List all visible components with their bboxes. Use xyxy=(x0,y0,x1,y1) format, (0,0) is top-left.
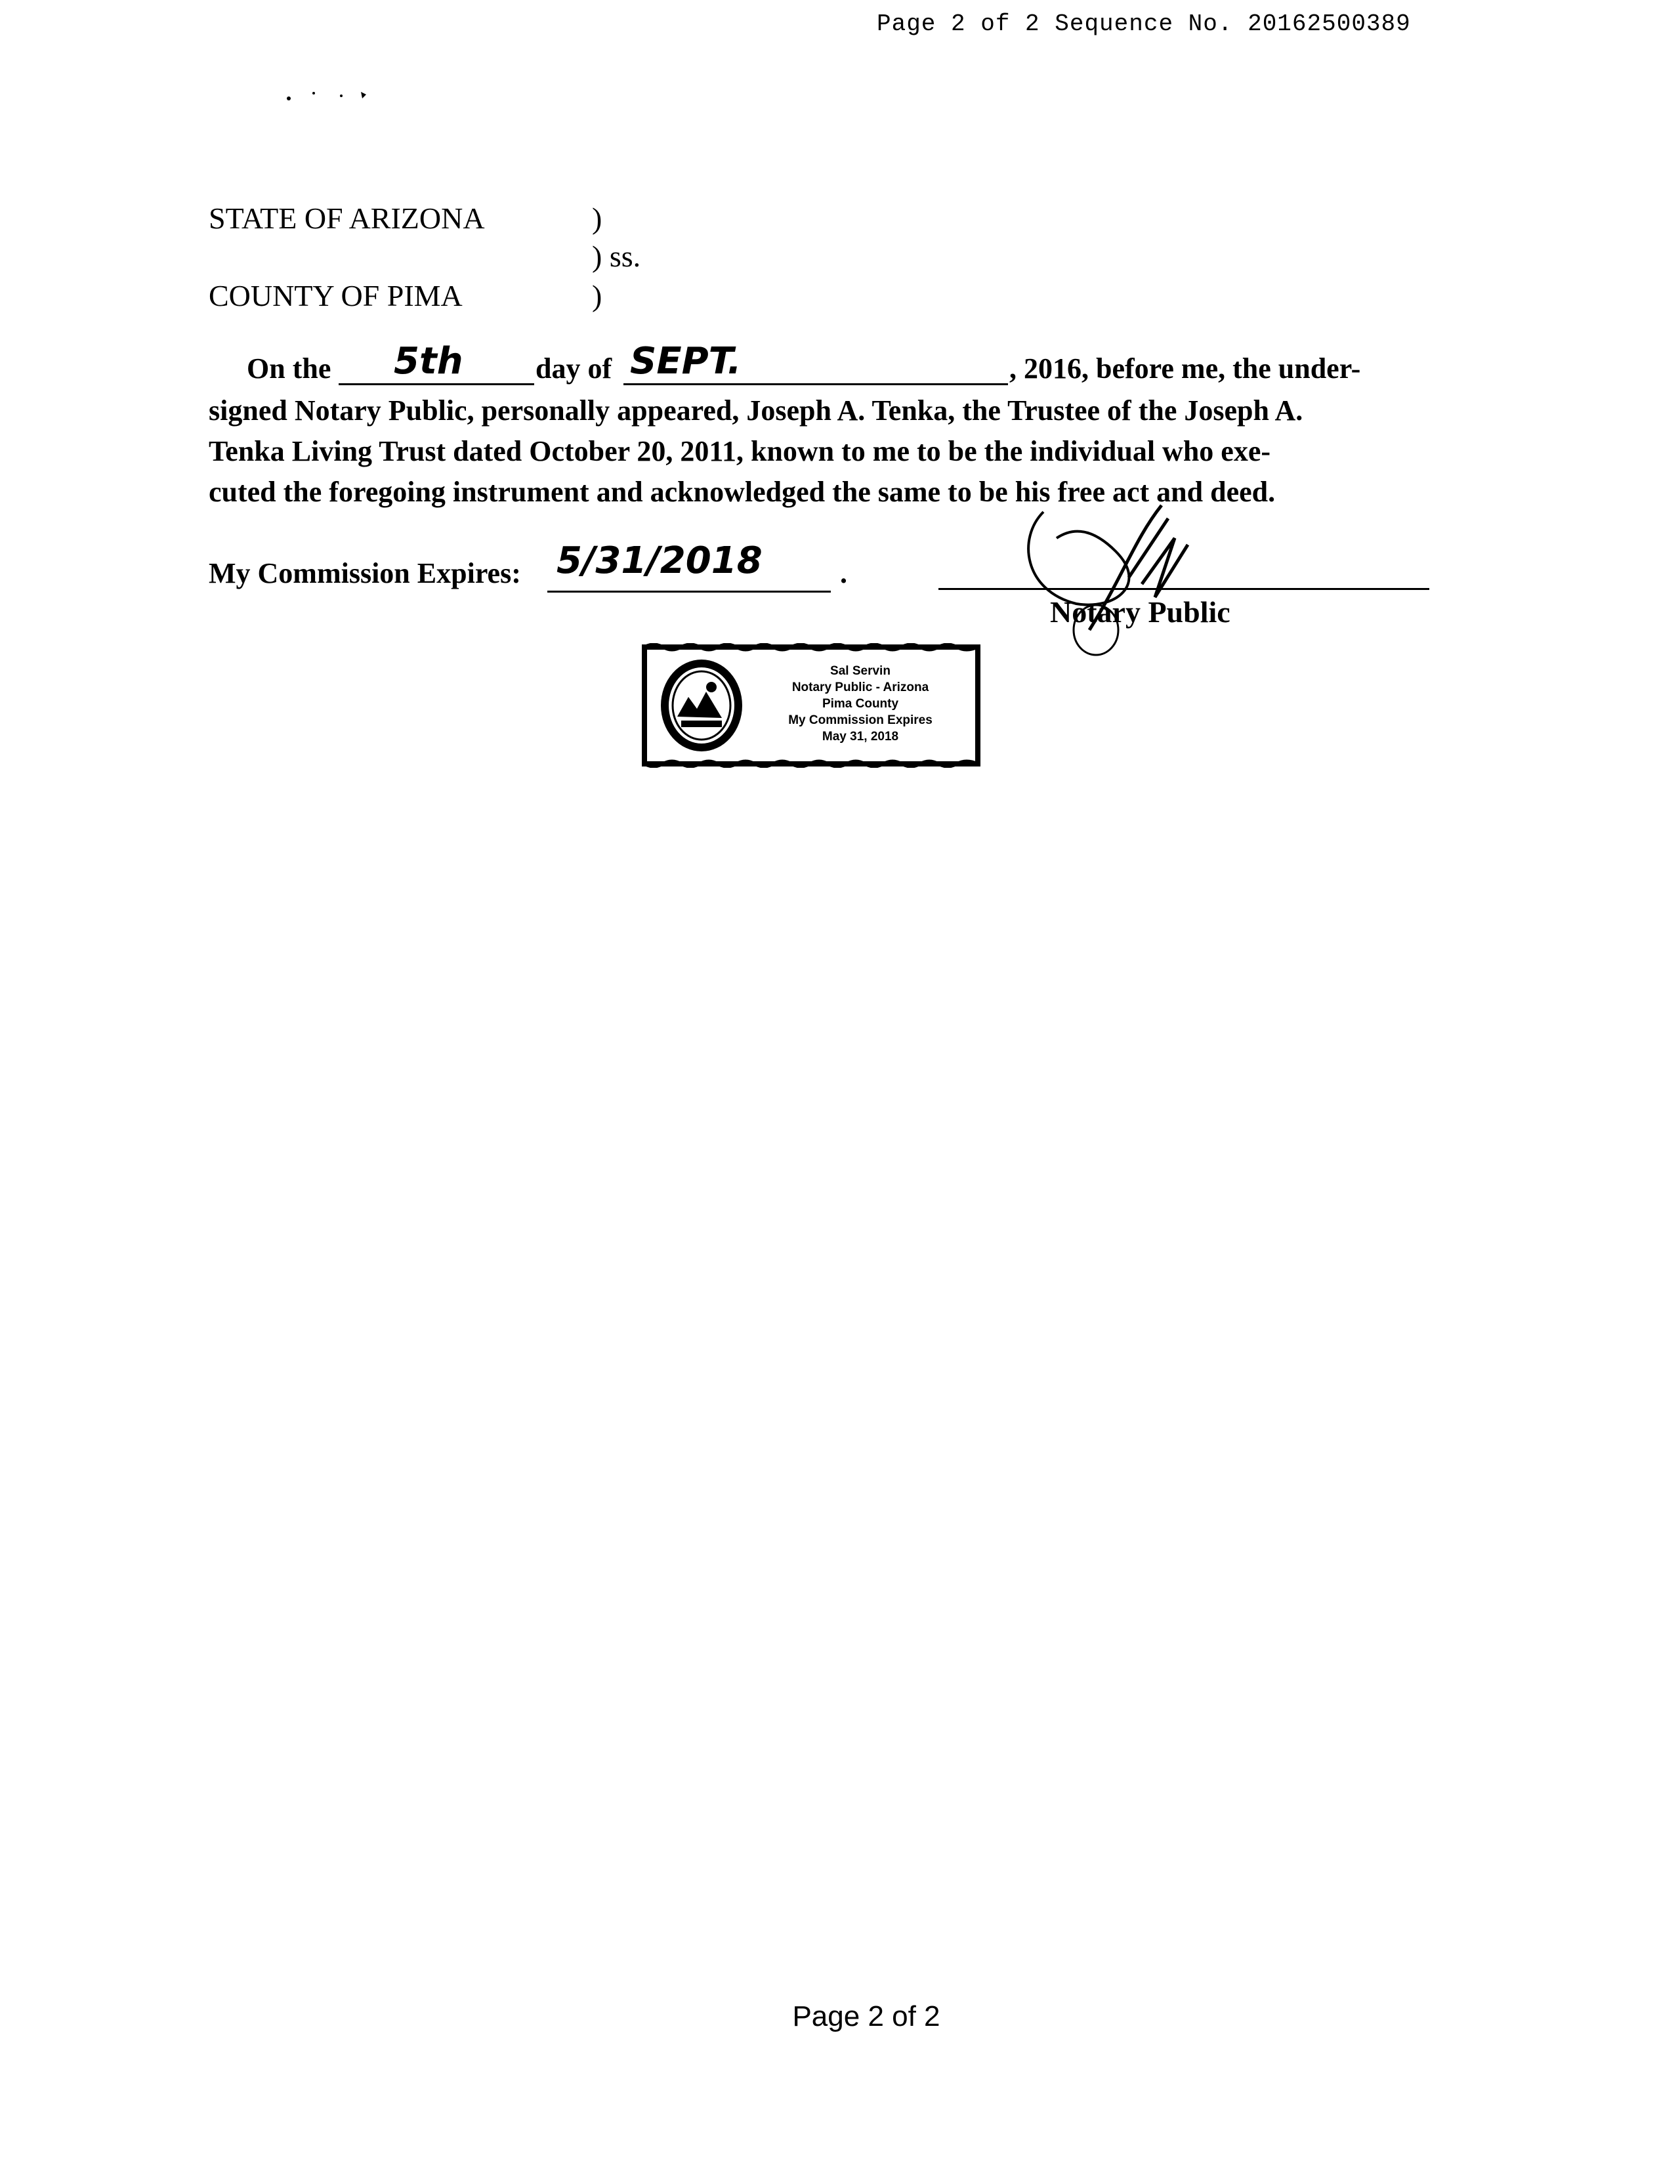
commission-date-handwritten: 5/31/2018 xyxy=(556,539,763,582)
venue-county: COUNTY OF PIMA xyxy=(209,279,463,312)
stamp-expires-label: My Commission Expires xyxy=(788,713,933,727)
document-sequence-header: Page 2 of 2 Sequence No. 20162500389 xyxy=(877,10,1411,37)
venue-paren-top: ) xyxy=(592,201,602,235)
venue-ss: ) ss. xyxy=(592,240,641,273)
venue-paren-bottom: ) xyxy=(592,279,602,312)
stamp-expires-date: May 31, 2018 xyxy=(822,730,899,744)
stamp-text-block xyxy=(752,663,969,745)
day-of-text: day of xyxy=(536,352,612,385)
commission-period: . xyxy=(840,557,847,589)
venue-state: STATE OF ARIZONA xyxy=(209,201,485,235)
notary-stamp xyxy=(640,643,982,768)
page-footer: Page 2 of 2 xyxy=(792,2000,940,2032)
stamp-notary-title: Notary Public - Arizona xyxy=(791,681,929,694)
day-handwritten: 5th xyxy=(394,340,463,383)
month-handwritten: SEPT. xyxy=(630,340,742,383)
acknowledgment-line-3: Tenka Living Trust dated October 20, 2011, known to me to be the individual who exe- xyxy=(209,435,1271,467)
notary-public-label: Notary Public xyxy=(1050,595,1230,629)
acknowledgment-line-2: signed Notary Public, personally appeared, Joseph A. Tenka, the Trustee of the Joseph A. xyxy=(209,394,1303,427)
year-text: , 2016, before me, the under- xyxy=(1009,352,1361,385)
scan-specks xyxy=(282,85,374,105)
stamp-notary-name: Sal Servin xyxy=(830,664,891,678)
acknowledgment-line-4: cuted the foregoing instrument and acknowledged the same to be his free act and deed. xyxy=(209,476,1276,508)
acknowledgment-line-1 xyxy=(247,340,1421,391)
stamp-county: Pima County xyxy=(822,697,899,711)
arizona-state-seal xyxy=(659,658,744,753)
commission-label: My Commission Expires: xyxy=(209,557,521,589)
on-the-text: On the xyxy=(247,352,331,385)
notary-signature xyxy=(1017,499,1214,656)
